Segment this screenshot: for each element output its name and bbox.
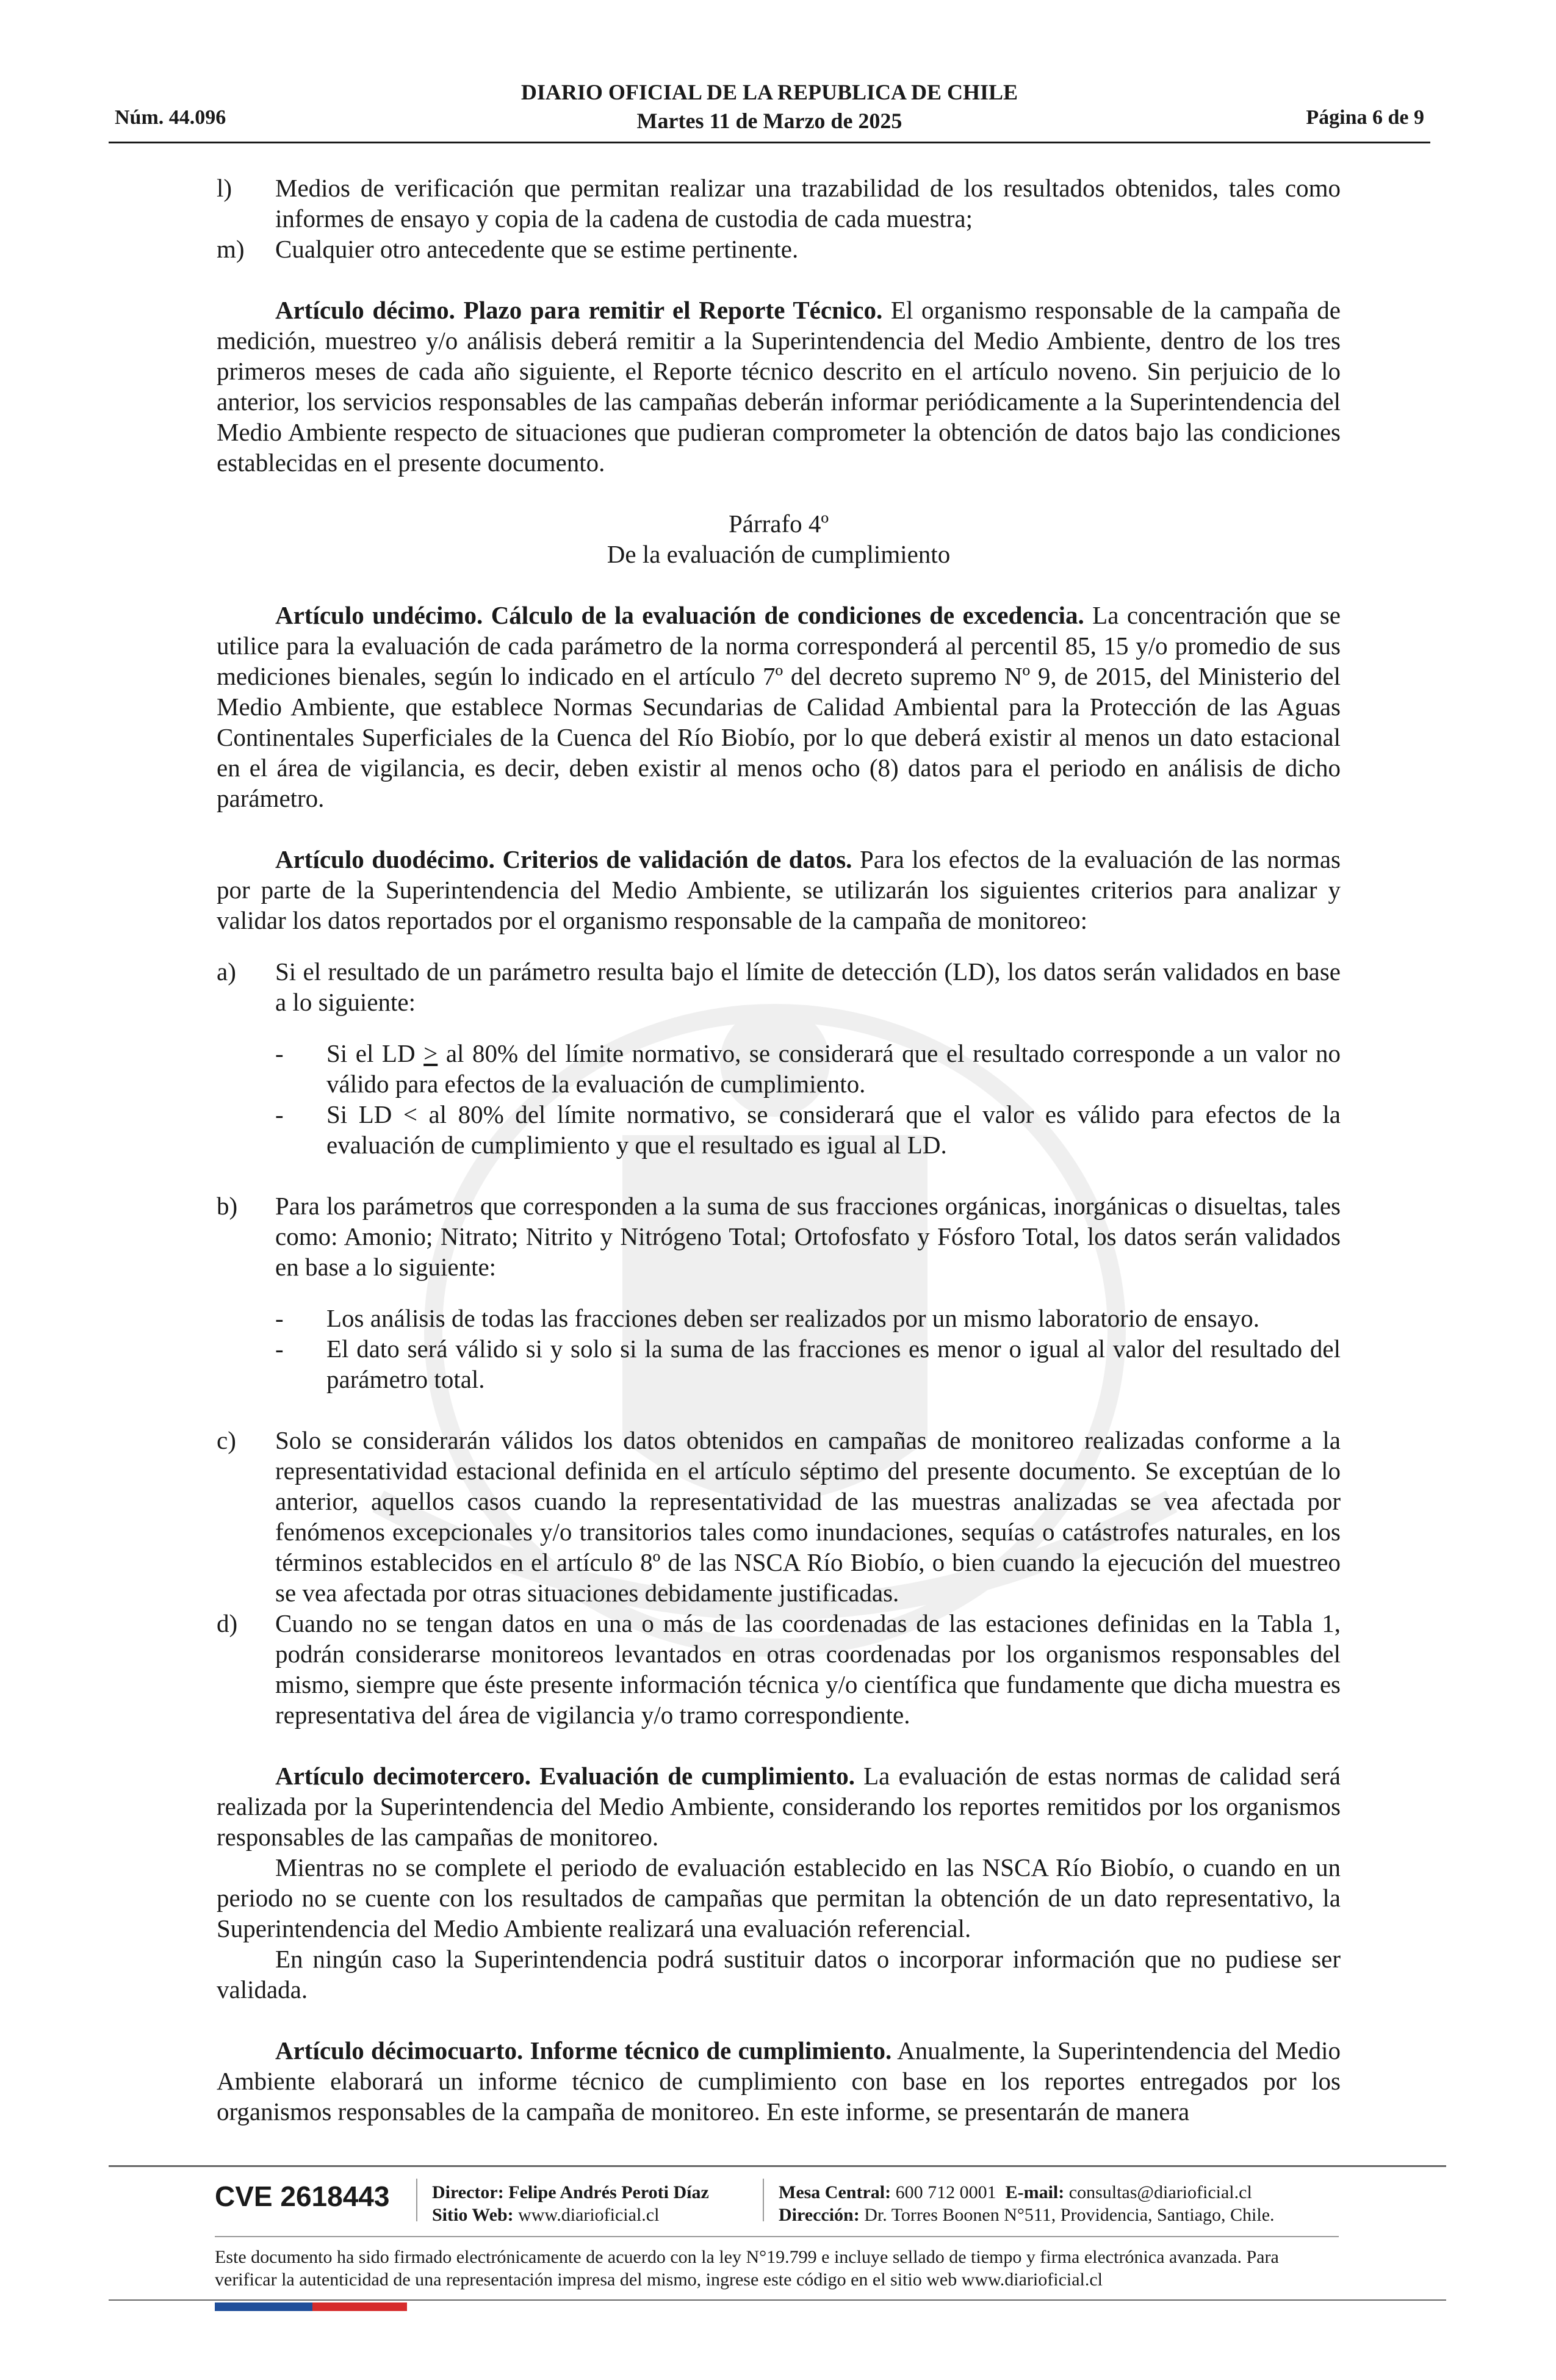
- website-link[interactable]: www.diarioficial.cl: [518, 2205, 660, 2225]
- bullet-item: [217, 1303, 1341, 1333]
- article-13-paragraph-3: En ningún caso la Superintendencia podrá sustituir datos o incorporar información que no pudiese ser validada.: [217, 1945, 1341, 2003]
- article-title: Artículo decimotercero. Evaluación de cumplimiento.: [275, 1762, 855, 1790]
- bullet-dash: -: [275, 1304, 284, 1332]
- article-12: [217, 844, 1341, 936]
- bullet-dash: -: [275, 1039, 284, 1067]
- flag-stripe-red: [312, 2302, 407, 2311]
- list-label: l): [217, 174, 232, 202]
- article-text: La evaluación de estas normas de calidad será realizada por la Superintendencia del Medio Ambiente, considerando los reportes remitidos por los organismos responsables de las campañas de monitoreo.: [217, 1762, 1341, 1851]
- bullet-text-pre: Si el LD: [326, 1039, 424, 1067]
- footer-separator: [416, 2179, 417, 2221]
- criterion-b: [217, 1191, 1341, 1282]
- header-center: [109, 78, 1430, 135]
- bullet-text: Los análisis de todas las fracciones deben ser realizados por un mismo laboratorio de ensayo.: [326, 1304, 1260, 1332]
- email-label: E-mail:: [1005, 2182, 1065, 2202]
- list-text: Cuando no se tengan datos en una o más de las coordenadas de las estaciones definidas en la Tabla 1, podrán considerarse monitoreos levantados en otras coordenadas por los organismos responsables del mismo, siempre que éste presente información técnica y/o científica que fundamente que dicha muestra es representativa del área de vigilancia y/o tramo correspondiente.: [275, 1609, 1341, 1729]
- article-text: Anualmente, la Superintendencia del Medio Ambiente elaborará un informe técnico de cumplimiento con base en los reportes entregados por los organismos responsables de la campaña de monitoreo. En este informe, se presentarán de manera: [217, 2036, 1341, 2126]
- list-label: m): [217, 235, 245, 263]
- bullet-item: [217, 1333, 1341, 1394]
- page-header: [109, 76, 1430, 143]
- list-text: Cualquier otro antecedente que se estime pertinente.: [275, 235, 799, 263]
- email-link[interactable]: consultas@diarioficial.cl: [1068, 2182, 1252, 2202]
- spacer: [217, 1017, 1341, 1038]
- bullet-dash: -: [275, 1100, 284, 1128]
- mesa-label: Mesa Central:: [779, 2182, 891, 2202]
- list-label: b): [217, 1192, 238, 1220]
- criterion-d: [217, 1608, 1341, 1730]
- list-item-m: [217, 234, 1341, 264]
- footer-divider-middle: [215, 2236, 1339, 2237]
- list-text: Solo se considerarán válidos los datos obtenidos en campañas de monitoreo realizadas conforme a la representatividad estacional definida en el artículo séptimo del presente documento. Se exceptúan de lo anterior, aquellos casos cuando la representatividad de las muestras analizadas se vea afectada por fenómenos excepcionales y/o transitorios tales como inundaciones, sequías o catástrofes naturales, en los términos establecidos en el artículo 8º de las NSCA Río Biobío, o bien cuando la ejecución del muestreo se vea afectada por otras situaciones debidamente justificadas.: [275, 1426, 1341, 1607]
- bullet-dash: -: [275, 1335, 284, 1363]
- footer-contact-block: [779, 2181, 1275, 2226]
- bullet-text: Si LD < al 80% del límite normativo, se considerará que el valor es válido para efectos de la evaluación de cumplimiento y que el resultado es igual al LD.: [326, 1100, 1341, 1159]
- article-title: Artículo décimo. Plazo para remitir el Reporte Técnico.: [275, 296, 883, 324]
- document-body: [217, 173, 1341, 2127]
- spacer: [217, 2005, 1341, 2035]
- article-title: Artículo undécimo. Cálculo de la evaluación de condiciones de excedencia.: [275, 601, 1084, 629]
- article-title: Artículo décimocuarto. Informe técnico de cumplimiento.: [275, 2036, 892, 2064]
- bullet-text: El dato será válido si y solo si la suma de las fracciones es menor o igual al valor del resultado del parámetro total.: [326, 1335, 1341, 1393]
- spacer: [217, 1160, 1341, 1191]
- spacer: [217, 1394, 1341, 1425]
- greater-equal-symbol: >: [423, 1039, 438, 1067]
- list-label: d): [217, 1609, 238, 1637]
- spacer: [217, 478, 1341, 508]
- spacer: [217, 264, 1341, 295]
- bullet-item: [217, 1038, 1341, 1099]
- footer-separator: [763, 2179, 764, 2221]
- contact-line: [779, 2181, 1275, 2204]
- website-label: Sitio Web:: [432, 2205, 514, 2225]
- cve-code: CVE 2618443: [215, 2180, 390, 2212]
- signature-notice: Este documento ha sido firmado electrónicamente de acuerdo con la ley N°19.799 e incluye sellado de tiempo y firma electrónica avanzada. Para verificar la autenticidad de una representación impresa del mismo, ingrese este código en el sitio web www.diarioficial.cl: [215, 2247, 1279, 2290]
- spacer: [217, 1730, 1341, 1761]
- article-11: [217, 600, 1341, 813]
- bullet-text-post: al 80% del límite normativo, se considerará que el resultado corresponde a un valor no válido para efectos de la evaluación de cumplimiento.: [326, 1039, 1341, 1098]
- section-number: Párrafo 4º: [728, 510, 829, 538]
- director-label: Director:: [432, 2182, 504, 2202]
- article-text: La concentración que se utilice para la evaluación de cada parámetro de la norma corresponderá al percentil 85, 15 y/o promedio de sus mediciones bienales, según lo indicado en el artículo 7º del decreto supremo Nº 9, de 2015, del Ministerio del Medio Ambiente, que establece Normas Secundarias de Calidad Ambiental para la Protección de las Aguas Continentales Superficiales de la Cuenca del Río Biobío, por lo que deberá existir al menos un dato estacional en el área de vigilancia, es decir, deben existir al menos ocho (8) datos para el periodo en análisis de dicho parámetro.: [217, 601, 1341, 812]
- list-item-l: [217, 173, 1341, 234]
- publication-date: Martes 11 de Marzo de 2025: [636, 109, 902, 133]
- spacer: [217, 936, 1341, 956]
- spacer: [217, 1282, 1341, 1303]
- article-text: El organismo responsable de la campaña de medición, muestreo y/o análisis deberá remitir a la Superintendencia del Medio Ambiente, dentro de los tres primeros meses de cada año siguiente, el Reporte técnico descrito en el artículo noveno. Sin perjuicio de lo anterior, los servicios responsables de las campañas deberán informar periódicamente a la Superintendencia del Medio Ambiente respecto de situaciones que pudieran comprometer la obtención de datos bajo las condiciones establecidas en el presente documento.: [217, 296, 1341, 477]
- bullet-item: [217, 1099, 1341, 1160]
- article-10: [217, 295, 1341, 478]
- article-title: Artículo duodécimo. Criterios de validación de datos.: [275, 845, 852, 873]
- footer-divider-top: [109, 2165, 1446, 2167]
- flag-stripe-blue: [215, 2302, 312, 2311]
- address-value: Dr. Torres Boonen N°511, Providencia, Santiago, Chile.: [864, 2205, 1275, 2225]
- section-title: De la evaluación de cumplimiento: [607, 540, 951, 568]
- article-13-paragraph-2: Mientras no se complete el periodo de evaluación establecido en las NSCA Río Biobío, o cuando en un periodo no se cuente con los resultados de campañas que permitan la obtención de un dato representativo, la Superintendencia del Medio Ambiente realizará una evaluación referencial.: [217, 1853, 1341, 1942]
- spacer: [217, 569, 1341, 600]
- address-label: Dirección:: [779, 2205, 860, 2225]
- footer-director-block: [432, 2181, 709, 2226]
- list-text: Si el resultado de un parámetro resulta bajo el límite de detección (LD), los datos serán validados en base a lo siguiente:: [275, 957, 1341, 1016]
- article-14: [217, 2035, 1341, 2127]
- article-text: Para los efectos de la evaluación de las normas por parte de la Superintendencia del Medio Ambiente, se utilizarán los siguientes criterios para analizar y validar los datos reportados por el organismo responsable de la campaña de monitoreo:: [217, 845, 1341, 934]
- article-13: [217, 1761, 1341, 1852]
- mesa-value: 600 712 0001: [895, 2182, 996, 2202]
- list-text: Medios de verificación que permitan realizar una trazabilidad de los resultados obtenidos, tales como informes de ensayo y copia de la cadena de custodia de cada muestra;: [275, 174, 1341, 233]
- spacer: [217, 813, 1341, 844]
- footer-divider-bottom: [109, 2299, 1446, 2301]
- header-divider: [109, 142, 1430, 143]
- address-line: [779, 2204, 1275, 2226]
- issue-number: Núm. 44.096: [115, 106, 226, 129]
- director-line: [432, 2181, 709, 2204]
- criterion-a: [217, 956, 1341, 1017]
- director-name: Felipe Andrés Peroti Díaz: [508, 2182, 709, 2202]
- website-line: [432, 2204, 709, 2226]
- list-text: Para los parámetros que corresponden a la suma de sus fracciones orgánicas, inorgánicas o disueltas, tales como: Amonio; Nitrato; Nitrito y Nitrógeno Total; Ortofosfato y Fósforo Total, los datos serán validados en base a lo siguiente:: [275, 1192, 1341, 1281]
- list-label: c): [217, 1426, 236, 1454]
- criterion-c: [217, 1425, 1341, 1608]
- publication-title: DIARIO OFICIAL DE LA REPUBLICA DE CHILE: [520, 80, 1018, 104]
- list-label: a): [217, 957, 236, 986]
- page-number: Página 6 de 9: [1306, 106, 1424, 129]
